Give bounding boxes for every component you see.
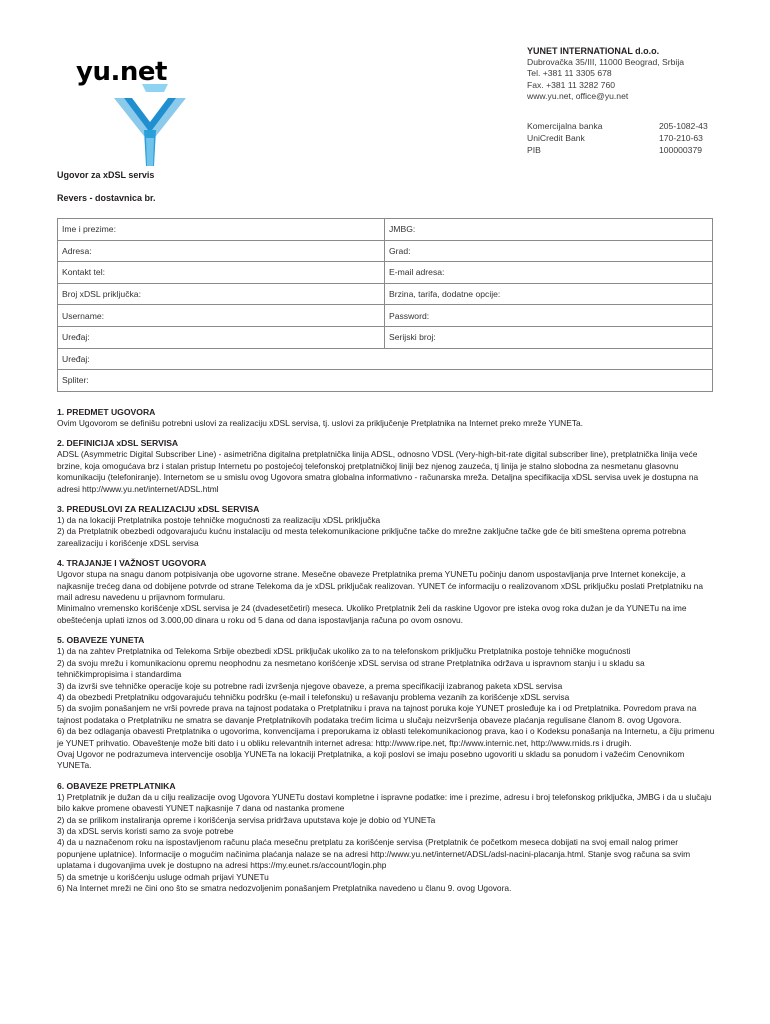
company-fax: Fax. +381 11 3282 760 [527,79,615,90]
section-body: Ovim Ugovorom se definišu potrebni uslovi za realizaciju xDSL servisa, tj. uslovi za priključenje Pretplatnika na Internet preko mreže YUNETa. [57,418,583,428]
section-body: Ugovor stupa na snagu danom potpisivanja obe ugovorne strane. Mesečne obaveze Pretplatnika prema YUNETu počinju danom uspostavljanja prve Internet konekcije, a najkasnije trećeg dana od dobijene potvrde od strane Telekoma da je xDSL priključak realizovan. YUNET će informaciju o realizovanom xDSL priključku poslati Pretplatniku na mail adresu navedenu u prijavnom formularu. Minimalno vremensko korišćenje xDSL servisa je 24 (dvadesetčetiri) meseca. Ukoliko Pretplatnik želi da raskine Ugovor pre isteka ovog roka dužan je da YUNETu na ime obeštećenja uplati iznos od 3.000,00 dinara u roku od 5 dana od dana ispostavljanja računa po ovom osnovu. [57,569,703,625]
bank-label: PIB [527,145,541,155]
section-predmet [57,406,717,429]
company-info [527,46,684,102]
section-title: 2. DEFINICIJA xDSL SERVISA [57,438,179,449]
field-grad[interactable]: Grad: [385,240,713,262]
section-obaveze-yuneta [57,634,717,771]
bank-label: Komercijalna banka [527,121,603,131]
section-definicija [57,437,717,495]
field-brzina[interactable]: Brzina, tarifa, dodatne opcije: [385,283,713,305]
field-uredjaj-2[interactable]: Uređaj: [58,348,713,370]
yunet-logo [72,58,222,168]
document-subtitle: Revers - dostavnica br. [57,193,156,203]
field-spliter[interactable]: Spliter: [58,370,713,392]
bank-row [527,120,717,132]
company-address: Dubrovačka 35/III, 11000 Beograd, Srbija [527,57,685,68]
bank-value: 205-1082-43 [659,121,708,131]
section-title: 6. OBAVEZE PRETPLATNIKA [57,780,176,791]
section-body: 1) da na zahtev Pretplatnika od Telekoma Srbije obezbedi xDSL priključak ukoliko za to na telefonskom priključku Pretplatnika postoje tehničke mogućnosti 2) da svoju mrežu i komunikacionu opremu neophodnu za nesmetano korišćenje xDSL servisa od strane Pretplatnika održava u ispravnom stanju i u skladu sa tehničkimpropisima i standardima 3) da izvrši sve tehničke operacije koje su potrebne radi izvršenja njegove obaveze, a prema specifikaciji izabranog paketa xDSL servisa 4) da obezbedi Pretplatniku odgovarajuću tehničku podršku (e-mail i telefonsku) u rešavanju problema vezanih za korišćenje xDSL servisa 5) da svojim ponašanjem ne vrši povrede prava na tajnost podataka o Pretplatniku i prava na tajnost poruka koje YUNET prosleđuje ka i od Pretplatnika. Povredom prava na tajnost podataka o Pretplatniku ne smatra se davanje Pretplatnikovih podataka trećim licima u slučaju neizvršenja obaveze plaćanja regulisane članom 8. ovog Ugovora. 6) da bez odlaganja obavesti Pretplatnika o ugovorima, konvencijama i preporukama iz oblasti telekomunikacionog prava, kao i o Kodeksu ponašanja na Internetu, a čiju primenu je YUNET prihvatio. Obaveštenje može biti dato i u obliku relevantnih internet adresa: http://www.ripe.net, ftp://www.internic.net, http://www.rnids.rs i drugih. Ovaj Ugovor ne podrazumeva intervencije osoblja YUNETa na lokaciji Pretplatnika, a koji poslovi se imaju posebno ugovoriti u skladu sa ponudom i važećim Cenovnikom YUNETa. [57,646,715,771]
section-title: 1. PREDMET UGOVORA [57,407,156,417]
bank-info [527,120,717,156]
field-kontakt[interactable]: Kontakt tel: [58,262,385,284]
company-name: YUNET INTERNATIONAL d.o.o. [527,46,660,56]
section-obaveze-pretplatnika [57,780,717,895]
field-password[interactable]: Password: [385,305,713,327]
subscriber-form [57,218,713,392]
bank-value: 100000379 [659,145,703,155]
bank-row [527,144,717,156]
section-trajanje [57,557,717,626]
field-uredjaj[interactable]: Uređaj: [58,326,385,348]
section-body: 1) Pretplatnik je dužan da u cilju realizacije ovog Ugovora YUNETu dostavi kompletne i ispravne podatke: ime i prezime, adresu i broj telefonskog priključka, JMBG i da u slučaju bilo kakve promene obavesti YUNET najkasnije 7 dana od nastanka promene 2) da se prilikom instaliranja opreme i korišćenja servisa pridržava uputstava koje je dobio od YUNETa 3) da xDSL servis koristi samo za svoje potrebe 4) da u naznačenom roku na ispostavljenom računu plaća mesečnu pretplatu za korišćenje servisa (Pretplatnik će početkom meseca dobijati na svoj email nalog primer popunjene uplatnice). Informacije o mogućim načinima plaćanja nalaze se na adresi http://www.yu.net/internet/ADSL/adsl-nacini-placanja.html. Stanje svog računa sa svim uplatama i dugovanjima uvek je dostupno na adresi https://my.eunet.rs/account/login.php 5) da smetnje u korišćenju usluge odmah prijavi YUNETu 6) Na Internet mreži ne čini ono što se smatra nedozvoljenim ponašanjem Pretplatnika navedeno u članu 9. ovog Ugovora. [57,791,712,893]
section-preduslovi [57,503,717,549]
section-title: 3. PREDUSLOVI ZA REALIZACIJU xDSL SERVISA [57,504,260,515]
yunet-logo-mark [72,58,222,168]
field-serijski-broj[interactable]: Serijski broj: [385,326,713,348]
bank-row [527,132,717,144]
bank-value: 170-210-63 [659,133,703,143]
company-web: www.yu.net, office@yu.net [527,90,629,101]
section-title: 5. OBAVEZE YUNETA [57,635,145,646]
field-ime[interactable]: Ime i prezime: [58,219,385,241]
field-email[interactable]: E-mail adresa: [385,262,713,284]
field-jmbg[interactable]: JMBG: [385,219,713,241]
field-broj-prikljucka[interactable]: Broj xDSL priključka: [58,283,385,305]
field-username[interactable]: Username: [58,305,385,327]
field-adresa[interactable]: Adresa: [58,240,385,262]
section-title: 4. TRAJANJE I VAŽNOST UGOVORA [57,558,207,569]
section-body: 1) da na lokaciji Pretplatnika postoje tehničke mogućnosti za realizaciju xDSL priključka 2) da Pretplatnik obezbedi odgovarajuću kućnu instalaciju od mesta telekomunikacione priključne tačke do mrežne zaključne tačke gde će biti smeštena oprema potrebna zarealizaciju i korišćenje xDSL servisa [57,515,686,548]
company-tel: Tel. +381 11 3305 678 [527,68,612,79]
contract-sections [57,406,717,902]
section-body: ADSL (Asymmetric Digital Subscriber Line) - asimetrična digitalna pretplatnička linija ADSL, odnosno VDSL (Very-high-bit-rate digital subscriber line), pretplatnička linija veće brzine, koja omogućava brz i stalan pristup Internetu po postojećoj telefonskoj pretplatničkoj liniji bez njenog zauzeća, tj linija je stalno slobodna za nesmetanu glasovnu komunikaciju (telefoniranje). Internetom se u smislu ovog Ugovora smatra globalna informativno - računarska mreža. Detaljna specifikacija xDSL servisa uvek je dostupna na adresi http://www.yu.net/internet/ADSL.html [57,449,699,494]
logo-text: yu.net [76,58,167,87]
bank-label: UniCredit Bank [527,133,585,143]
document-title: Ugovor za xDSL servis [57,170,155,180]
